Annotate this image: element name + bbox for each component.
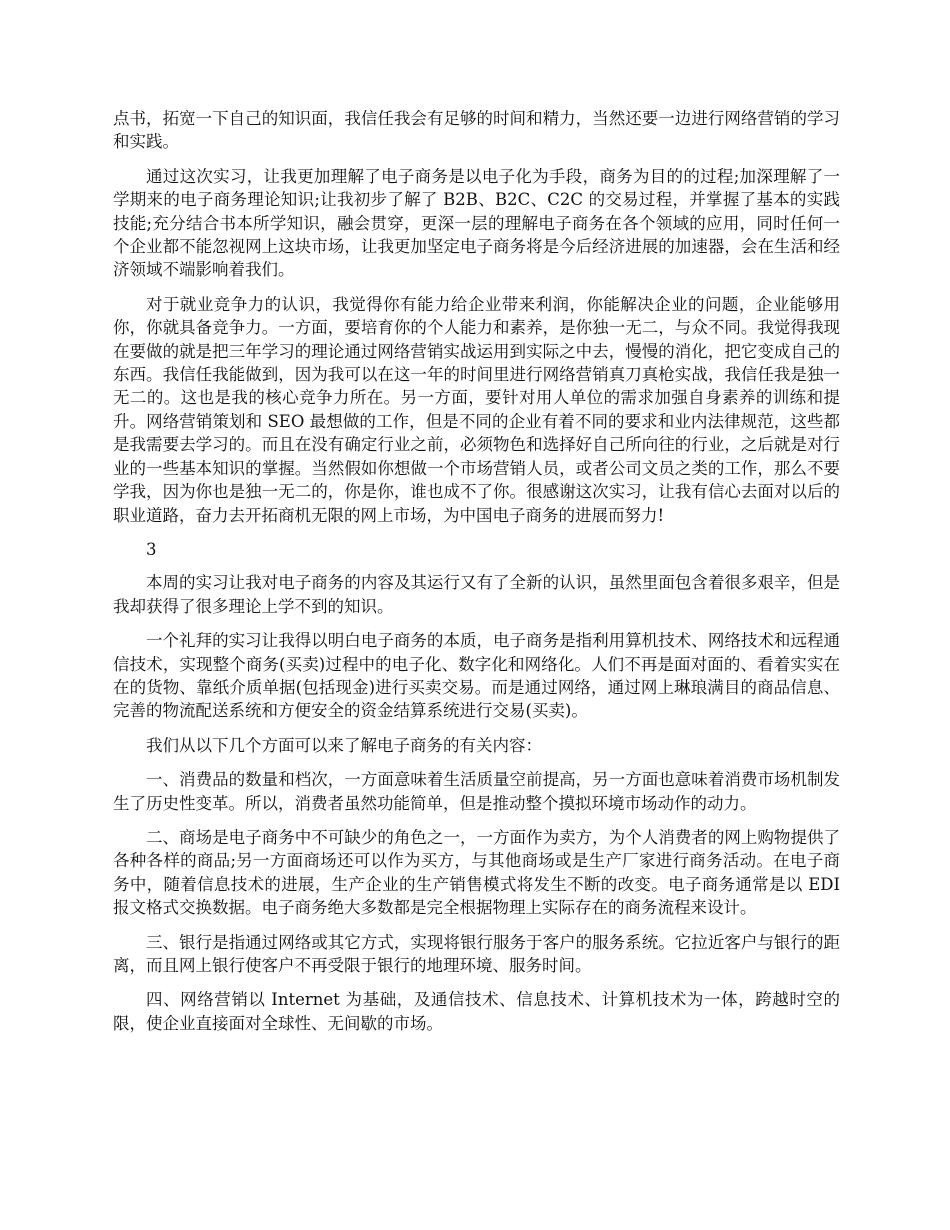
paragraph-internship-understanding: 通过这次实习，让我更加理解了电子商务是以电子化为手段，商务为目的的过程;加深理解了一学期来的电子商务理论知识;让我初步了解了 B2B、B2C、C2C 的交易过程，并掌握了基本的实践技能;充分结合书本所学知识，融会贯穿，更深一层的理解电子商务在各个领域的应用，同时任何一个企业都不能忽视网上这块市场，让我更加坚定电子商务将是今后经济进展的加速器，会在生活和经济领域不端影响着我们。: [113, 166, 840, 280]
paragraph-weekly-internship: 本周的实习让我对电子商务的内容及其运行又有了全新的认识，虽然里面包含着很多艰辛，但是我却获得了很多理论上学不到的知识。: [113, 573, 840, 616]
paragraph-aspect-banks: 三、银行是指通过网络或其它方式，实现将银行服务于客户的服务系统。它拉近客户与银行的距离，而且网上银行使客户不再受限于银行的地理环境、服务时间。: [113, 932, 840, 975]
paragraph-continuation: 点书，拓宽一下自己的知识面，我信任我会有足够的时间和精力，当然还要一边进行网络营销的学习和实践。: [113, 109, 840, 152]
paragraph-aspect-marketing: 四、网络营销以 Internet 为基础，及通信技术、信息技术、计算机技术为一体，跨越时空的限，使企业直接面对全球性、无间歇的市场。: [113, 990, 840, 1033]
document-page: [113, 107, 840, 1046]
section-number: 3: [146, 539, 157, 559]
paragraph-competitiveness: 对于就业竞争力的认识，我觉得你有能力给企业带来利润，你能解决企业的问题，企业能够用你，你就具备竞争力。一方面，要培育你的个人能力和素养，是你独一无二，与众不同。我觉得我现在要做的就是把三年学习的理论通过网络营销实战运用到实际之中去，慢慢的消化，把它变成自己的东西。我信任我能做到，因为我可以在这一年的时间里进行网络营销真刀真枪实战，我信任我是独一无二的。这也是我的核心竞争力所在。另一方面，要针对用人单位的需求加强自身素养的训练和提升。网络营销策划和 SEO 最想做的工作，但是不同的企业有着不同的要求和业内法律规范，这些都是我需要去学习的。而且在没有确定行业之前，必须物色和选择好自己所向往的行业，之后就是对行业的一些基本知识的掌握。当然假如你想做一个市场营销人员，或者公司文员之类的工作，那么不要学我，因为你也是独一无二的，你是你，谁也成不了你。很感谢这次实习，让我有信心去面对以后的职业道路，奋力去开拓商机无限的网上市场，为中国电子商务的进展而努力!: [113, 294, 840, 525]
paragraph-ecommerce-essence: 一个礼拜的实习让我得以明白电子商务的本质，电子商务是指利用算机技术、网络技术和远程通信技术，实现整个商务(买卖)过程中的电子化、数字化和网络化。人们不再是面对面的、看着实实在在的货物、靠纸介质单据(包括现金)进行买卖交易。而是通过网络，通过网上琳琅满目的商品信息、完善的物流配送系统和方便安全的资金结算系统进行交易(买卖)。: [113, 631, 840, 721]
paragraph-aspect-malls: 二、商场是电子商务中不可缺少的角色之一，一方面作为卖方，为个人消费者的网上购物提供了各种各样的商品;另一方面商场还可以作为买方，与其他商场或是生产厂家进行商务活动。在电子商务中，随着信息技术的进展，生产企业的生产销售模式将发生不断的改变。电子商务通常是以 EDI 报文格式交换数据。电子商务绝大多数都是完全根据物理上实际存在的商务流程来设计。: [113, 827, 840, 918]
paragraph-aspect-consumers: 一、消费品的数量和档次，一方面意味着生活质量空前提高，另一方面也意味着消费市场机制发生了历史性变革。所以，消费者虽然功能简单，但是推动整个摸拟环境市场动作的动力。: [113, 770, 840, 813]
paragraph-aspects-intro: 我们从以下几个方面可以来了解电子商务的有关内容：: [146, 735, 542, 755]
